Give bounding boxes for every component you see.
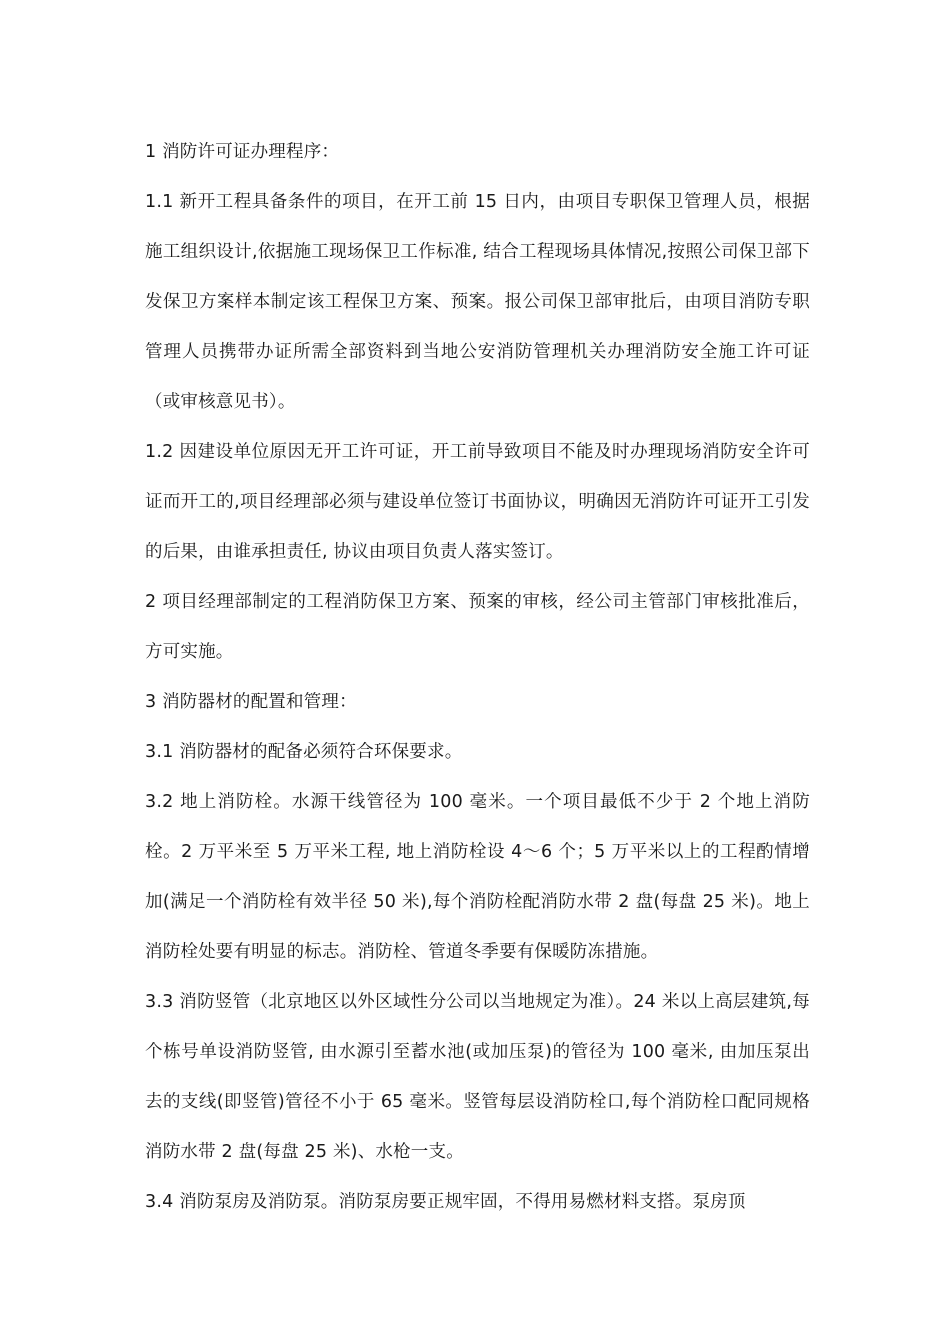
paragraph-3-2: 3.2 地上消防栓。水源干线管径为 100 毫米。一个项目最低不少于 2 个地上消防栓。2 万平米至 5 万平米工程, 地上消防栓设 4～6 个；5 万平米以上的工程酌情增加(满足一个消防栓有效半径 50 米),每个消防栓配消防水带 2 盘(每盘 25 米)。地上消防栓处要有明显的标志。消防栓、管道冬季要有保暖防冻措施。 [145, 792, 810, 962]
paragraph-2: 2 项目经理部制定的工程消防保卫方案、预案的审核，经公司主管部门审核批准后，方可实施。 [145, 592, 810, 662]
paragraph-3-3: 3.3 消防竖管（北京地区以外区域性分公司以当地规定为准）。24 米以上高层建筑,每个栋号单设消防竖管, 由水源引至蓄水池(或加压泵)的管径为 100 毫米, 由加压泵出去的支线(即竖管)管径不小于 65 毫米。竖管每层设消防栓口,每个消防栓口配同规格消防水带 2 盘(每盘 25 米)、水枪一支。 [145, 992, 810, 1162]
paragraph-3-4: 3.4 消防泵房及消防泵。消防泵房要正规牢固，不得用易燃材料支搭。泵房顶 [145, 1192, 746, 1212]
paragraph-1-1: 1.1 新开工程具备条件的项目，在开工前 15 日内，由项目专职保卫管理人员，根据施工组织设计,依据施工现场保卫工作标准, 结合工程现场具体情况,按照公司保卫部下发保卫方案样本制定该工程保卫方案、预案。报公司保卫部审批后，由项目消防专职管理人员携带办证所需全部资料到当地公安消防管理机关办理消防安全施工许可证（或审核意见书）。 [145, 192, 810, 412]
paragraph-1-2: 1.2 因建设单位原因无开工许可证，开工前导致项目不能及时办理现场消防安全许可证而开工的,项目经理部必须与建设单位签订书面协议，明确因无消防许可证开工引发的后果，由谁承担责任, 协议由项目负责人落实签订。 [145, 442, 810, 562]
heading-fire-equipment: 3 消防器材的配置和管理： [145, 692, 357, 712]
paragraph-3-1: 3.1 消防器材的配备必须符合环保要求。 [145, 742, 463, 762]
document-body [145, 127, 810, 1227]
heading-fire-permit-procedure: 1 消防许可证办理程序： [145, 142, 340, 162]
